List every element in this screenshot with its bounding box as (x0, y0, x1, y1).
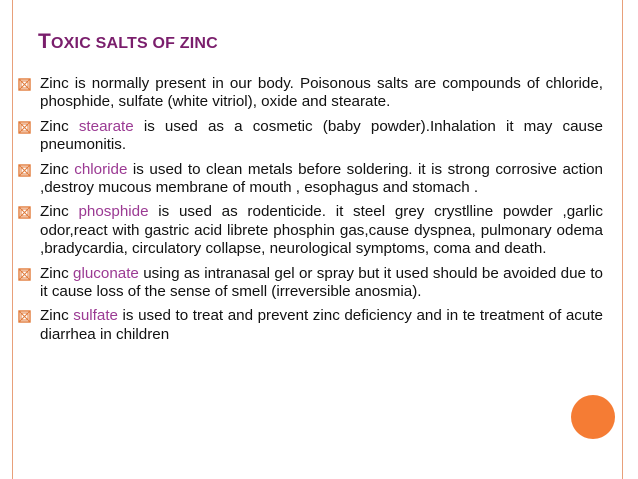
left-rule (12, 0, 13, 479)
item-text (40, 203, 603, 258)
fancy-square-bullet-icon (18, 78, 31, 91)
title-initial: T (38, 30, 52, 53)
list-item (18, 118, 603, 155)
item-lead: Zinc (40, 203, 79, 221)
fancy-square-bullet-icon (18, 268, 31, 281)
list-item (18, 307, 603, 344)
list-item (18, 75, 603, 112)
title-rest: OXIC SALTS OF ZINC (51, 35, 218, 52)
item-text (40, 161, 603, 198)
item-highlight: gluconate (73, 264, 139, 282)
item-lead: Zinc (40, 264, 74, 282)
bullet-list (18, 75, 603, 350)
fancy-square-bullet-icon (18, 310, 31, 323)
fancy-square-bullet-icon (18, 164, 31, 177)
item-lead: Zinc (40, 160, 75, 178)
slide-title (38, 30, 218, 54)
item-rest: is used as rodenticide. it steel grey crystlline powder ,garlic odor,react with gastric acid librete phosphin gas,cause dyspnea, pulmonary odema ,bradycardia, circulatory collapse, neurological symptoms, coma and death. (40, 203, 603, 258)
list-item (18, 203, 603, 258)
right-rule (622, 0, 623, 479)
fancy-square-bullet-icon (18, 206, 31, 219)
item-text (40, 307, 603, 344)
item-lead: Zinc (40, 117, 79, 135)
item-highlight: stearate (78, 117, 134, 135)
item-text (40, 265, 603, 302)
item-rest: is used as a cosmetic (baby powder).Inhalation it may cause pneumonitis. (40, 117, 604, 154)
item-highlight: chloride (74, 160, 128, 178)
item-lead: Zinc (40, 307, 74, 325)
item-text (40, 118, 603, 155)
item-highlight: phosphide (78, 203, 149, 221)
item-rest: is used to clean metals before soldering. it is strong corrosive action ,destroy mucous membrane of mouth , esophagus and stomach . (40, 160, 603, 197)
item-lead: Zinc is normally present in our body. Poisonous salts are compounds of chloride, phosphide, sulfate (white vitriol), oxide and stearate. (40, 75, 603, 111)
item-rest: using as intranasal gel or spray but it used should be avoided due to it cause loss of the sense of smell (irreversible anosmia). (40, 264, 603, 301)
orange-circle-decoration (571, 395, 615, 439)
fancy-square-bullet-icon (18, 121, 31, 134)
list-item (18, 161, 603, 198)
item-rest: is used to treat and prevent zinc deficiency and in te treatment of acute diarrhea in children (40, 307, 603, 343)
item-text (40, 75, 603, 112)
list-item (18, 265, 603, 302)
item-highlight: sulfate (73, 307, 118, 325)
